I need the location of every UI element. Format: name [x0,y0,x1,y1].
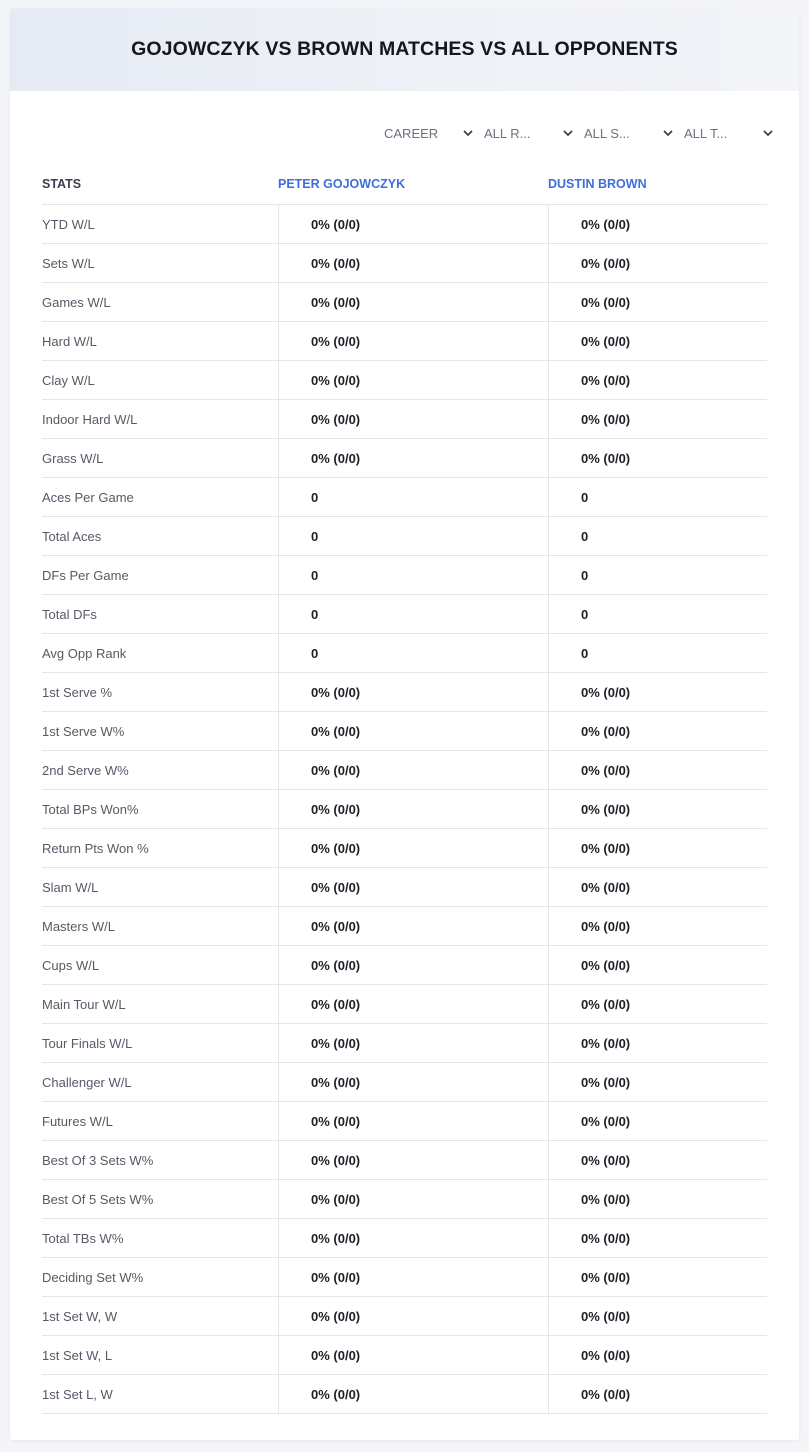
player1-stat-value: 0% (0/0) [278,868,548,906]
player1-column-header[interactable]: PETER GOJOWCZYK [278,176,406,191]
stat-label: Best Of 3 Sets W% [42,1152,154,1168]
player2-stat-value: 0% (0/0) [548,946,767,984]
player2-stat-value: 0% (0/0) [548,244,767,282]
table-row [42,556,767,595]
player2-stat-value: 0 [548,478,767,516]
stats-table [42,163,767,1414]
stat-label: Main Tour W/L [42,996,126,1012]
table-row [42,1141,767,1180]
table-row [42,1336,767,1375]
stat-label: Total DFs [42,606,97,622]
player2-stat-value: 0% (0/0) [548,829,767,867]
player2-stat-value: 0% (0/0) [548,790,767,828]
table-body [42,205,767,1414]
stats-column-header: STATS [42,176,82,191]
table-row [42,946,767,985]
stat-label: Total BPs Won% [42,801,139,817]
player1-stat-value: 0% (0/0) [278,1375,548,1413]
stat-label: Total Aces [42,528,102,544]
table-row [42,868,767,907]
player2-stat-value: 0% (0/0) [548,907,767,945]
card-header [10,8,799,91]
player1-stat-value: 0% (0/0) [278,244,548,282]
player2-stat-value: 0% (0/0) [548,1219,767,1257]
player1-stat-value: 0 [278,478,548,516]
stats-card [10,8,799,1440]
player1-stat-value: 0% (0/0) [278,1336,548,1374]
page-title: GOJOWCZYK VS BROWN MATCHES VS ALL OPPONENTS [131,38,678,60]
filter-period-dropdown[interactable] [380,121,480,145]
table-row [42,712,767,751]
stat-label: YTD W/L [42,216,95,232]
chevron-down-icon [662,127,674,139]
stat-label: 1st Set W, W [42,1308,118,1324]
stat-label: Aces Per Game [42,489,134,505]
table-row [42,322,767,361]
player2-stat-value: 0% (0/0) [548,673,767,711]
table-row [42,985,767,1024]
player1-stat-value: 0% (0/0) [278,1180,548,1218]
player1-stat-value: 0% (0/0) [278,829,548,867]
table-row [42,634,767,673]
stat-label: Total TBs W% [42,1230,124,1246]
player1-stat-value: 0% (0/0) [278,907,548,945]
stat-label: Clay W/L [42,372,95,388]
player2-stat-value: 0% (0/0) [548,1336,767,1374]
table-row [42,790,767,829]
stat-label: 1st Set L, W [42,1386,113,1402]
stat-label: Futures W/L [42,1113,113,1129]
stat-label: Cups W/L [42,957,100,973]
player2-stat-value: 0% (0/0) [548,1258,767,1296]
table-row [42,205,767,244]
player1-stat-value: 0% (0/0) [278,1297,548,1335]
stat-label: Return Pts Won % [42,840,149,856]
player2-stat-value: 0% (0/0) [548,322,767,360]
table-row [42,361,767,400]
table-row [42,907,767,946]
table-row [42,829,767,868]
player2-stat-value: 0% (0/0) [548,439,767,477]
filter-surface-dropdown[interactable] [580,121,680,145]
player2-stat-value: 0 [548,634,767,672]
filter-tournament-label: ALL T... [684,125,728,141]
table-header [42,163,767,205]
stat-label: 1st Serve % [42,684,113,700]
stat-label: DFs Per Game [42,567,129,583]
table-row [42,673,767,712]
stat-label: Masters W/L [42,918,115,934]
player2-stat-value: 0% (0/0) [548,1297,767,1335]
table-row [42,1024,767,1063]
table-row [42,244,767,283]
player1-stat-value: 0% (0/0) [278,790,548,828]
player1-stat-value: 0% (0/0) [278,712,548,750]
stat-label: Challenger W/L [42,1074,132,1090]
filter-round-label: ALL R... [484,125,531,141]
stat-label: Slam W/L [42,879,99,895]
filter-tournament-dropdown[interactable] [680,121,780,145]
stat-label: Games W/L [42,294,111,310]
player2-stat-value: 0% (0/0) [548,1375,767,1413]
table-row [42,517,767,556]
player1-stat-value: 0% (0/0) [278,283,548,321]
player1-stat-value: 0% (0/0) [278,205,548,243]
player1-stat-value: 0% (0/0) [278,1219,548,1257]
table-row [42,1258,767,1297]
table-row [42,1063,767,1102]
chevron-down-icon [462,127,474,139]
player1-stat-value: 0% (0/0) [278,439,548,477]
stat-label: Sets W/L [42,255,95,271]
player2-stat-value: 0% (0/0) [548,283,767,321]
player2-stat-value: 0% (0/0) [548,1180,767,1218]
player1-stat-value: 0% (0/0) [278,673,548,711]
table-row [42,283,767,322]
player2-stat-value: 0% (0/0) [548,751,767,789]
player1-stat-value: 0% (0/0) [278,751,548,789]
table-row [42,1297,767,1336]
player2-stat-value: 0 [548,556,767,594]
player1-stat-value: 0 [278,556,548,594]
stat-label: 2nd Serve W% [42,762,129,778]
player2-stat-value: 0% (0/0) [548,1063,767,1101]
filter-period-label: CAREER [384,125,439,141]
table-row [42,1375,767,1414]
filter-surface-label: ALL S... [584,125,630,141]
player2-column-header[interactable]: DUSTIN BROWN [548,176,647,191]
stat-label: 1st Serve W% [42,723,125,739]
player2-stat-value: 0% (0/0) [548,205,767,243]
table-row [42,478,767,517]
player2-stat-value: 0% (0/0) [548,1141,767,1179]
table-row [42,751,767,790]
player1-stat-value: 0% (0/0) [278,322,548,360]
stat-label: Tour Finals W/L [42,1035,133,1051]
player1-stat-value: 0% (0/0) [278,1063,548,1101]
table-row [42,400,767,439]
chevron-down-icon [762,127,774,139]
player1-stat-value: 0% (0/0) [278,1258,548,1296]
stat-label: Avg Opp Rank [42,645,127,661]
stat-label: Deciding Set W% [42,1269,144,1285]
player2-stat-value: 0% (0/0) [548,361,767,399]
player1-stat-value: 0% (0/0) [278,400,548,438]
table-row [42,1219,767,1258]
table-row [42,595,767,634]
player1-stat-value: 0% (0/0) [278,985,548,1023]
filter-round-dropdown[interactable] [480,121,580,145]
player2-stat-value: 0% (0/0) [548,1024,767,1062]
stat-label: Grass W/L [42,450,104,466]
stat-label: 1st Set W, L [42,1347,113,1363]
player2-stat-value: 0% (0/0) [548,712,767,750]
table-row [42,1102,767,1141]
player1-stat-value: 0% (0/0) [278,946,548,984]
chevron-down-icon [562,127,574,139]
player2-stat-value: 0% (0/0) [548,985,767,1023]
player1-stat-value: 0% (0/0) [278,1141,548,1179]
player1-stat-value: 0 [278,595,548,633]
stat-label: Indoor Hard W/L [42,411,138,427]
player2-stat-value: 0% (0/0) [548,868,767,906]
player2-stat-value: 0 [548,595,767,633]
player1-stat-value: 0 [278,517,548,555]
player1-stat-value: 0 [278,634,548,672]
table-row [42,1180,767,1219]
player2-stat-value: 0 [548,517,767,555]
player1-stat-value: 0% (0/0) [278,1102,548,1140]
player2-stat-value: 0% (0/0) [548,1102,767,1140]
player1-stat-value: 0% (0/0) [278,1024,548,1062]
player1-stat-value: 0% (0/0) [278,361,548,399]
table-row [42,439,767,478]
stat-label: Hard W/L [42,333,97,349]
filter-bar [380,121,780,145]
stat-label: Best Of 5 Sets W% [42,1191,154,1207]
player2-stat-value: 0% (0/0) [548,400,767,438]
